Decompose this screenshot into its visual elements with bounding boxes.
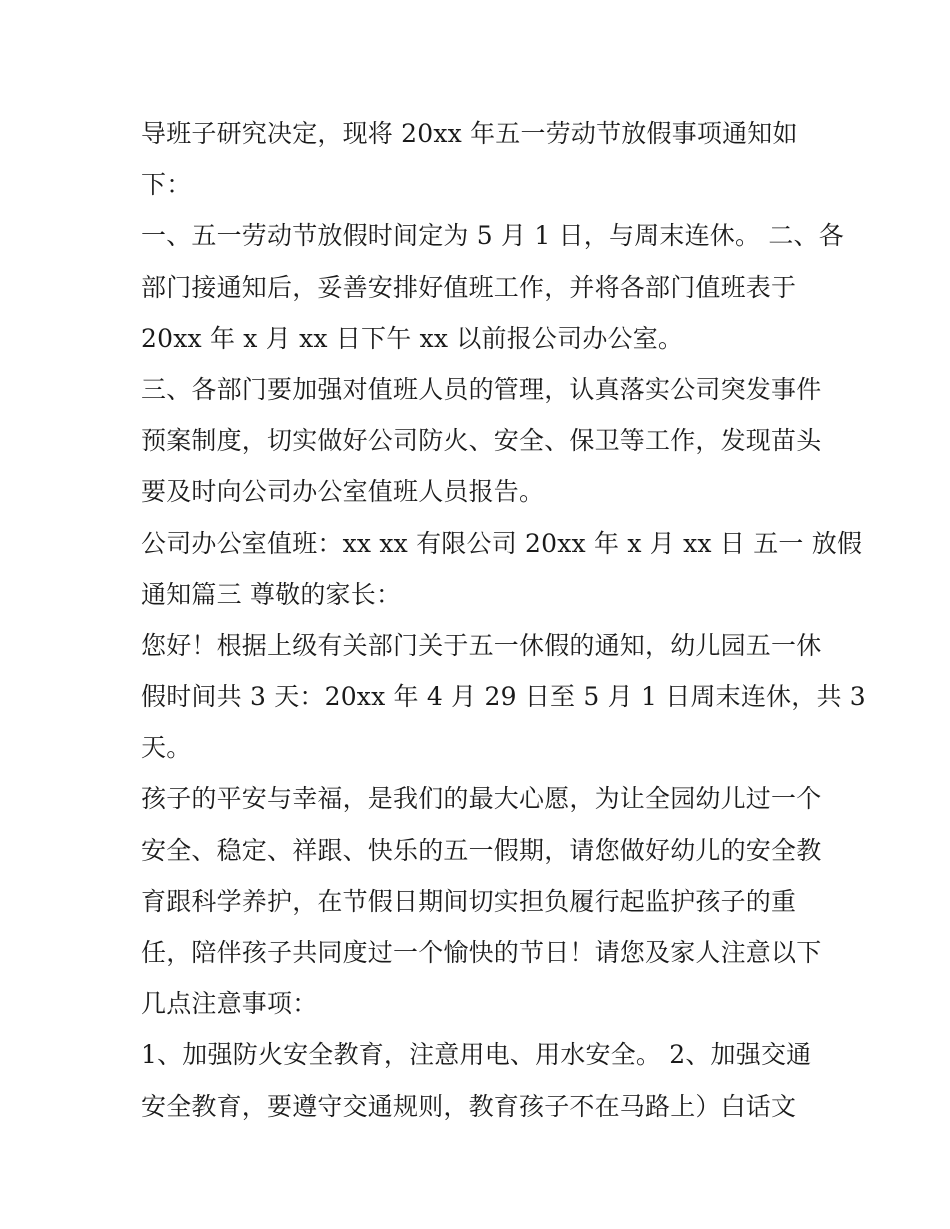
text-line: 下：	[141, 170, 192, 200]
text-line: 20xx 年 x 月 xx 日下午 xx 以前报公司办公室。	[141, 323, 684, 353]
text-line: 一、五一劳动节放假时间定为 5 月 1 日，与周末连休。 二、各	[141, 221, 844, 251]
text-line: 三、各部门要加强对值班人员的管理，认真落实公司突发事件	[141, 374, 822, 404]
text-line: 要及时向公司办公室值班人员报告。	[141, 477, 545, 507]
text-line: 假时间共 3 天：20xx 年 4 月 29 日至 5 月 1 日周末连休，共 3	[141, 682, 866, 712]
document-body	[141, 108, 866, 1132]
text-line: 任，陪伴孩子共同度过一个愉快的节日！请您及家人注意以下	[141, 938, 822, 967]
text-line: 预案制度，切实做好公司防火、安全、保卫等工作，发现苗头	[141, 426, 822, 456]
text-line: 1、加强防火安全教育，注意用电、用水安全。 2、加强交通	[141, 1040, 812, 1070]
text-line: 导班子研究决定，现将 20xx 年五一劳动节放假事项通知如	[141, 119, 798, 148]
text-line: 您好！根据上级有关部门关于五一休假的通知，幼儿园五一休	[141, 630, 822, 660]
text-line: 安全、稳定、祥跟、快乐的五一假期，请您做好幼儿的安全教	[141, 835, 822, 865]
text-line: 孩子的平安与幸福，是我们的最大心愿，为让全园幼儿过一个	[141, 784, 822, 814]
text-line: 几点注意事项：	[141, 989, 318, 1019]
text-line: 部门接通知后，妥善安排好值班工作，并将各部门值班表于	[141, 272, 797, 302]
text-line: 通知篇三 尊敬的家长：	[141, 579, 402, 609]
text-line: 育跟科学养护，在节假日期间切实担负履行起监护孩子的重	[141, 886, 797, 916]
text-line: 安全教育，要遵守交通规则，教育孩子不在马路上）白话文	[141, 1091, 797, 1121]
text-line: 天。	[141, 733, 192, 763]
text-line: 公司办公室值班：xx xx 有限公司 20xx 年 x 月 xx 日 五一 放假	[141, 528, 863, 558]
